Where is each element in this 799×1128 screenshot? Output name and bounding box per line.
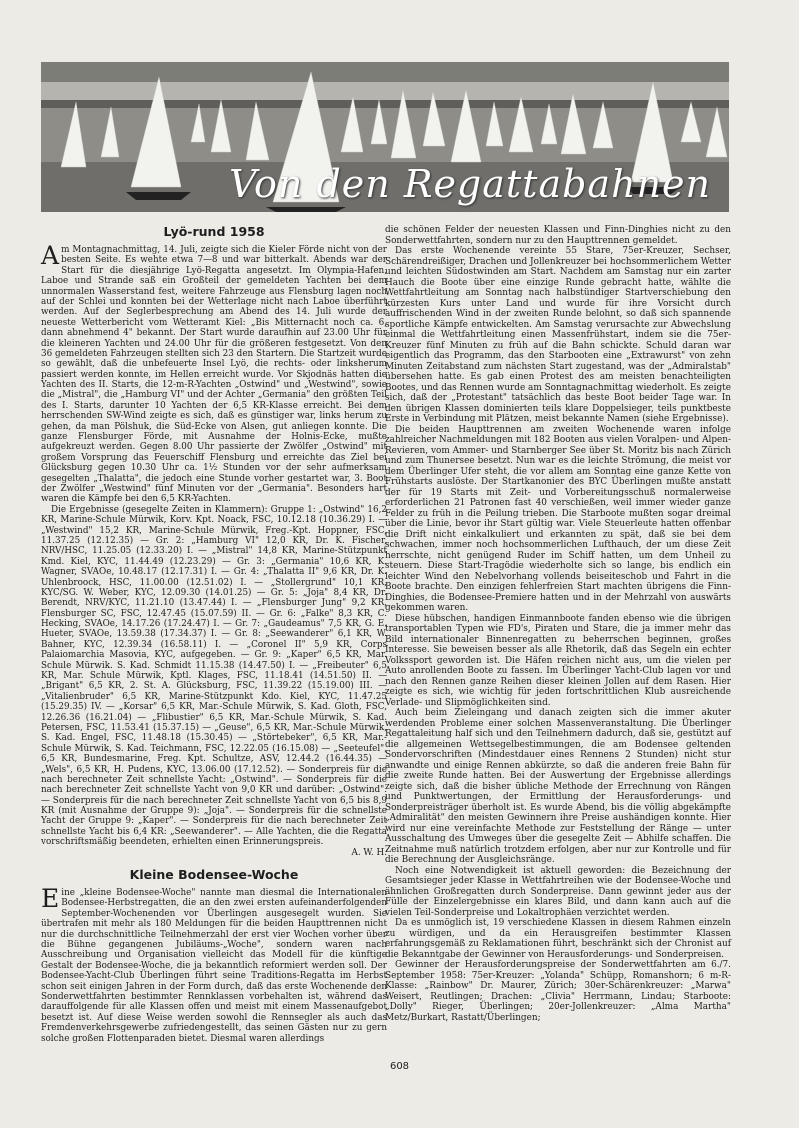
- dropcap-e: E: [41, 884, 60, 914]
- article-bodensee-paragraph: Die beiden Haupttrennen am zweiten Wochenende waren infolge zahlreicher Nachmeldungen mit 182 Booten aus vielen Voralpen- und Alpen-Revieren, vom Ammer- und Starnberger See über St. Moritz bis nach Zürich und zum Thunersee besetzt. Nun war es die leichte Strömung, die meist vor dem Überlinger Ufer steht, die vor allem am Sonntag eine ganze Kette von Frühstarts auslöste. Der Startkanonier des BYC Überlingen mußte anstatt der für 19 Starts mit Zeit- und Vorbereitungsschuß normalerweise erforderlichen 21 Patronen fast 40 verschießen, weil immer wieder ganze Felder zu früh in die Peilung trieben. Die Starboote mußten sogar dreimal über die Linie, bevor ihr Start gültig war. Viele Steuerleute hatten offenbar die Drift nicht einkalkuliert und erkannten zu spät, daß sie bei dem schwachen, immer noch hochsommerlichen Lufthauch, der um diese Zeit herrschte, nicht genügend Ruder im Schiff hatten, um dem Unheil zu steuern. Diese Start-Tragödie wiederholte sich so lange, bis endlich ein leichter Wind den Nebelvorhang vollends beiseiteschob und Fahrt in die Boote brachte. Den einzigen fehlerfreien Start machten übrigens die Finn-Dinghies, die Bodensee-Premiere hatten und in der Mehrzahl von auswärts gekommen waren.: [385, 424, 731, 613]
- article-bodensee-paragraph: Gewinner der Herausforderungspreise der Sonderwettfahrten am 6./7. September 1958: 75er-Kreuzer: „Yolanda" Schüpp, Romanshorn; 6 m-R-Klasse: „Rainbow" Dr. Maurer, Zürich; 30er-Schärenkreuzer: „Marwa" Weisert, Reutlingen; Drachen: „Clivia" Herrmann, Lindau; Starboote: „Dolly" Rieger, Überlingen; 20er-Jollenkreuzer: „Alma Martha" Metz/Burkart, Rastatt/Überlingen;: [385, 960, 731, 1023]
- article-bodensee-paragraph: Diese hübschen, handigen Einmannboote fanden ebenso wie die übrigen transportablen Typen wie FD's, Piraten und Stare, die ja immer mehr das Bild internationaler Binnenregatten zu beherrschen beginnen, großes Interesse. Sie beweisen besser als alle Rhetorik, daß das Segeln ein echter Volkssport geworden ist. Die Häfen reichen nicht aus, um die vielen per Auto anrollenden Boote zu fassen. Im Überlinger Yacht-Club lagen vor und nach den Rennen ganze Reihen dieser kleinen Jollen auf dem Rasen. Hier zeigte es sich, wie wichtig für jeden fortschrittlichen Klub ausreichende Verlade- und Slipmöglichkeiten sind.: [385, 613, 731, 708]
- article-title-lyoe: Lyö-rund 1958: [163, 224, 265, 239]
- article-lyoe-intro: [41, 241, 387, 505]
- left-column: [41, 225, 387, 1044]
- dropcap-a: A: [41, 241, 60, 270]
- photo-caption: Von den Regattabahnen: [229, 162, 711, 206]
- article-bodensee-paragraph: Auch beim Zieleingang und danach zeigten sich die immer akuter werdenden Probleme einer solchen Massenveranstaltung. Die Überlinger Regattaleitung half sich und den Teilnehmern dadurch, daß sie, gestützt auf die allgemeinen Wettsegelbestimmungen, die am Bodensee geltenden Sondervorschriften (Mindestdauer eines Rennens 2 Stunden) nicht stur anwandte und einige Rennen abkürzte, so daß die anderen freie Bahn für die zweite Runde hatten. Bei der Auswertung der Ergebnisse allerdings zeigte sich, daß die bisher übliche Methode der Errechnung von Rängen und Punktwertungen, der Ermittlung der Herausforderungs- und Sonderpreisträger überholt ist. Es wurde Abend, bis die völlig abgekämpfte „Admiralität" den meisten Gewinnern ihre Preise aushändigen konnte. Hier wird nur eine vereinfachte Methode zur Feststellung der Ränge — unter Ausschaltung des Umweges über die gesegelte Zeit — Abhilfe schaffen. Die Zeitnahme muß natürlich trotzdem erfolgen, aber nur zur Kontrolle und für die Berechnung der Ausgleichsränge.: [385, 708, 731, 865]
- article-bodensee-paragraph: Das erste Wochenende vereinte 55 Stare, 75er-Kreuzer, Sechser, Schärendreißiger, Drachen und Jollenkreuzer bei hochsommerlichem Wetter und leichten Südostwinden am Start. Nachdem am Samstag nur ein zarter Hauch die Boote über eine einzige Runde gebracht hatte, wählte die Wettfahrtleitung am Sonntag nach halbstündiger Startverschiebung den kürzesten Kurs unter Land und wurde für ihre Vorsicht durch auffrischenden Wind in der zweiten Runde belohnt, so daß sich spannende sportliche Kämpfe entwickelten. Am Samstag verursachte zur Abwechslung einmal die Wettfahrtleitung einen Massenfrühstart, indem sie die 75er-Kreuzer fünf Minuten zu früh auf die Bahn schickte. Schuld daran war eigentlich das Programm, das den Starbooten eine „Extrawurst" von zehn Minuten Zeitabstand zum nächsten Start zugestand, was der „Admiralstab" übersehen hatte. Es gab einen Protest des am meisten benachteiligten Bootes, und das Rennen wurde am Sonntagnachmittag wiederholt. Es zeigte sich, daß der „Protestant" tatsächlich das beste Boot beider Tage war. In den übrigen Klassen dominierten teils klare Doppelsieger, teils punktbeste Erste in Verbindung mit Plätzen, meist bekannte Namen (siehe Ergebnisse).: [385, 246, 731, 424]
- article-title-bodensee: Kleine Bodensee-Woche: [129, 867, 299, 883]
- article-bodensee-paragraph: Noch eine Notwendigkeit ist aktuell geworden: die Bezeichnung der Gesamtsieger jeder Klasse in Wettfahrtreihen wie der Bodensee-Woche und ähnlichen Großregatten durch Sonderpreise. Dann gewinnt jeder aus der Fülle der Einzelergebnisse ein klares Bild, und dann kann auch auf die vielen Teil-Sonderpreise und Lokaltrophäen verzichtet werden.: [385, 865, 731, 918]
- right-column: [385, 225, 731, 1023]
- article-bodensee-paragraph-1: ine „kleine Bodensee-Woche" nannte man diesmal die Internationalen Bodensee-Herbstregatten, die an den zwei ersten aufeinanderfolgenden September-Wochenenden vor Überlingen ausgesegelt wurden. Sie übertrafen mit mehr als 180 Meldungen für die beiden Haupttrennen nicht nur die durchschnittliche Teilnehmerzahl der erst vier Wochen vorher über die Bühne gegangenen Jubiläums-„Woche", sondern waren nach Ausschreibung und Organisation vielleicht das Modell für die künftige Gestalt der Bodensee-Woche, die ja bekanntlich reformiert werden soll. Der Bodensee-Yacht-Club Überlingen führt seine Traditions-Regatta im Herbst schon seit einigen Jahren in der Form durch, daß das erste Wochenende den Sonderwettfahrten bestimmter Rennklassen vorbehalten ist, während das darauffolgende für alle Klassen offen und meist mit einem Massenaufgebot besetzt ist. Auf diese Weise werden sowohl die Rennsegler als auch das Fremdenverkehrsgewerbe zufriedengestellt, das seinen Gästen nur zu gern solche großen Flottenparaden bietet. Diesmal waren allerdings: [41, 888, 387, 1044]
- article-bodensee-intro: [41, 884, 387, 1044]
- page-number: 608: [389, 1061, 410, 1072]
- article-lyoe-paragraph-1: m Montagnachmittag, 14. Juli, zeigte sich die Kieler Förde nicht von der besten Seite. Es wehte etwa 7—8 und war bitterkalt. Abends war der Start für die diesjährige Lyö-Regatta angesetzt. Im Olympia-Hafen, Laboe und Strande saß ein Großteil der gemeldeten Yachten bei dem unnormalen Wasserstand fest, weitere Fahrzeuge aus Flensburg lagen noch auf der Schlei und konnten bei der Wetterlage nicht nach Laboe überführt werden. Auf der Seglerbesprechung am Abend des 14. Juli wurde der neueste Wetterbericht vom Wetteramt Kiel: „Bis Mitternacht noch ca. 6, dann abnehmend 4" bekannt. Der Start wurde daraufhin auf 23.00 Uhr für die kleineren Yachten und 24.00 Uhr für die größeren festgesetzt. Von den 36 gemeldeten Fahrzeugen stellten sich 23 den Startern. Die Startzeit wurde so gewählt, daß die unbefeuerte Insel Lyö, die rechts- oder linksherum passiert werden konnte, im Hellen erreicht wurde. Vor Skjodnäs hatten die Yachten des II. Starts, die 12-m-R-Yachten „Ostwind" und „Westwind", sowie die „Mistral", die „Hamburg VI" und der Achter „Germania" den größten Teil des I. Starts, darunter 10 Yachten der 6,5 KR-Klasse erreicht. Bei dem herrschenden SW-Wind zeigte es sich, daß es günstiger war, links herum zu gehen, da man Pölshuk, die Süd-Ecke von Alsen, gut anliegen konnte. Die ganze Flensburger Förde, mit Ausnahme der Holnis-Ecke, mußte aufgekreuzt werden. Gegen 8.00 Uhr passierte der Zwölfer „Ostwind" mit großem Vorsprung das Feuerschiff Flensburg und erreichte das Ziel bei Glücksburg gegen 10.30 Uhr ca. 1½ Stunden vor der sehr aufmerksam gesegelten „Thalatta", die jedoch eine Stunde vorher gestartet war, 3. Boot der Zwölfer „Westwind" fünf Minuten vor der „Germania". Besonders hart waren die Kämpfe bei den 6,5 KR-Yachten.: [41, 245, 387, 505]
- regatta-photo: [41, 62, 729, 212]
- article-lyoe-signature: A. W. H.: [351, 847, 387, 858]
- article-bodensee-paragraph: die schönen Felder der neuesten Klassen und Finn-Dinghies nicht zu den Sonderwettfahrten, sondern nur zu den Haupttrennen gemeldet.: [385, 225, 731, 246]
- article-bodensee-paragraph: Da es unmöglich ist, 19 verschiedene Klassen in diesem Rahmen einzeln zu würdigen, und da ein Herausgreifen bestimmter Klassen erfahrungsgemäß zu Reklamationen führt, beschränkt sich der Chronist auf die Bekanntgabe der Gewinner von Herausforderungs- und Sonderpreisen.: [385, 918, 731, 960]
- article-lyoe-results: Die Ergebnisse (gesegelte Zeiten in Klammern): Gruppe 1: „Ostwind" 16,2 KR, Marine-Schule Mürwik, Korv. Kpt. Noack, FSC, 10.12.18 (10.36.29) I. — „Westwind" 15,2 KR, Marine-Schule Mürwik, Freg.-Kpt. Hoppner, FSC, 11.37.25 (12.12.35) — Gr. 2: „Hamburg VI" 12,0 KR, Dr. K. Fischer, NRV/HSC, 11.25.05 (12.33.20) I. — „Mistral" 14,8 KR, Marine-Stützpunkt Kmd. Kiel, KYC, 11.44.49 (12.23.29) — Gr. 3: „Germania" 10,6 KR, K. Wagner, SVAOe, 10.48.17 (12.17.31) I. — Gr. 4: „Thalatta II" 9,6 KR, Dr. K. Uhlenbroock, HSC, 11.00.00 (12.51.02) I. — „Stollergrund" 10,1 KR, KYC/SG. W. Weber, KYC, 12.09.30 (14.01.25) — Gr. 5: „Joja" 8,4 KR, Dr. Berendt, NRV/KYC, 11.21.10 (13.47.44) I. — „Flensburger Jung" 9,2 KR, Flensburger SC, FSC, 12.47.45 (15.07.59) II. — Gr. 6: „Falke" 8,3 KR, C. Hecking, SVAOe, 14.17.26 (17.24.47) I. — Gr. 7: „Gaudeamus" 7,5 KR, G. E. Hueter, SVAOe, 13.59.38 (17.34.37) I. — Gr. 8: „Seewanderer" 6,1 KR, W. Bahner, KYC, 12.39.34 (16.58.11) I. — „Coronel II" 5,9 KR, Corps Palaiomarchia Masovia, KYC, aufgegeben. — Gr. 9: „Kaper" 6,5 KR, Mar. Schule Mürwik. S. Kad. Schmidt 11.15.38 (14.47.50) I. — „Freibeuter" 6,5 KR, Mar. Schule Mürwik, Kptl. Klages, FSC, 11.18.41 (14.51.50) II. — „Brigant" 6,5 KR, 2. St. A. Glücksburg, FSC, 11.39.22 (15.19.00) III. — „Vitalienbruder" 6,5 KR, Marine-Stützpunkt Kdo. Kiel, KYC, 11.47.25 (15.29.35) IV. — „Korsar" 6,5 KR, Mar.-Schule Mürwik, S. Kad. Gloth, FSC, 12.26.36 (16.21.04) — „Flibustier" 6,5 KR, Mar.-Schule Mürwik, S. Kad. Petersen, FSC, 11.53.41 (15.37.15) — „Geuse", 6,5 KR, Mar.-Schule Mürwik, S. Kad. Engel, FSC, 11.48.18 (15.30.45) — „Störtebeker", 6,5 KR, Mar.-Schule Mürwik, S. Kad. Teichmann, FSC, 12.22.05 (16.15.08) — „Seeteufel", 6,5 KR, Bundesmarine, Freg. Kpt. Schultze, ASV, 12.44.2 (16.44.35) — „Wels", 6,5 KR, H. Pudens, KYC, 13.06.00 (17.12.52). — Sonderpreis für die nach berechneter Zeit schnellste Yacht: „Ostwind". — Sonderpreis für die nach berechneter Zeit schnellste Yacht von 9,0 KR und darüber: „Ostwind". — Sonderpreis für die nach berechneter Zeit schnellste Yacht von 6,5 bis 8,9 KR (mit Ausnahme der Gruppe 9): „Joja". — Sonderpreis für die schnellste Yacht der Gruppe 9: „Kaper". — Sonderpreis für die nach berechneter Zeit schnellste Yacht bis 6,4 KR: „Seewanderer". — Alle Yachten, die die Regatta vorschriftsmäßig beendeten, erhielten einen Erinnerungspreis.: [41, 504, 387, 848]
